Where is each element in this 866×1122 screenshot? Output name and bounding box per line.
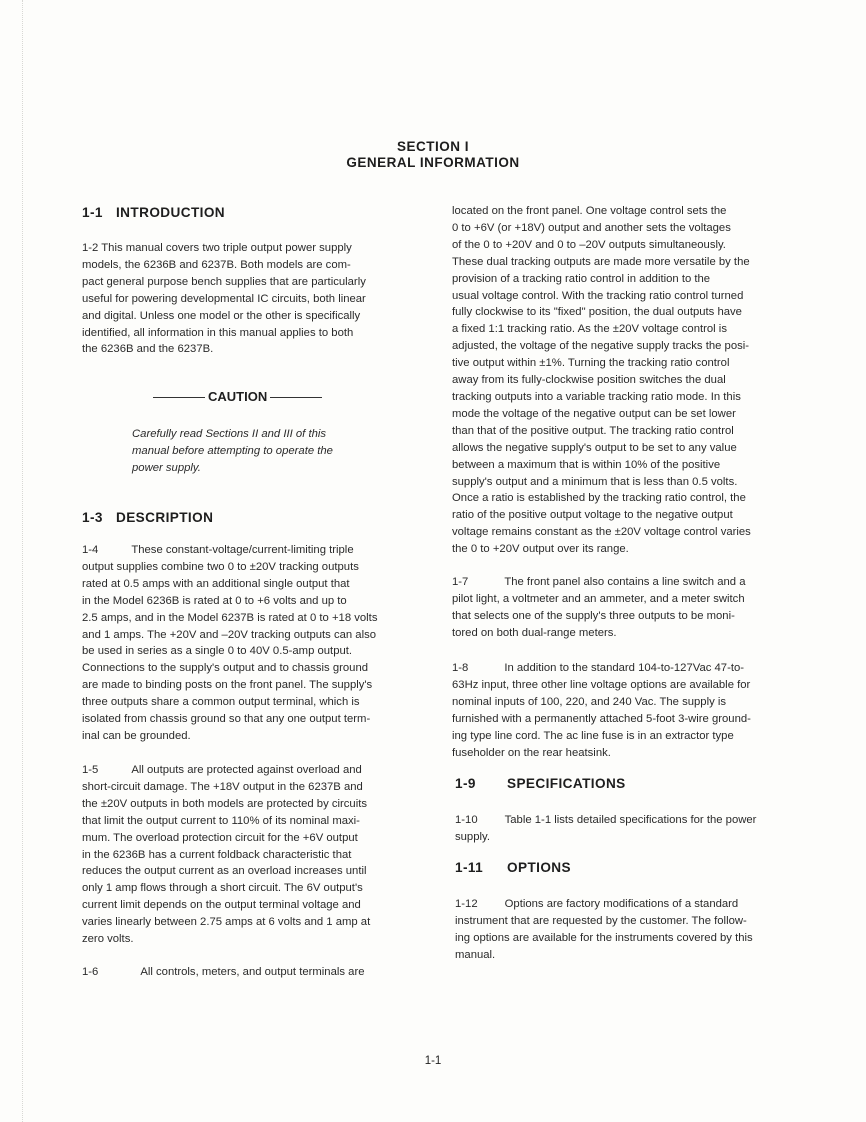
text-line: in the 6236B has a current foldback characteristic that xyxy=(82,848,352,861)
paragraph-1-2 xyxy=(82,240,366,358)
paragraph-number: 1-6 xyxy=(82,966,99,978)
text-line xyxy=(452,660,751,677)
heading-text: DESCRIPTION xyxy=(116,510,214,525)
heading-text: OPTIONS xyxy=(507,860,571,875)
text-line: instrument that are requested by the customer. The follow- xyxy=(455,914,747,927)
paragraph-number: 1-8 xyxy=(452,662,469,674)
text-span: Table 1-1 lists detailed specifications for the power xyxy=(504,814,757,826)
caution-text xyxy=(132,426,333,477)
heading-number: 1-1 xyxy=(82,205,103,220)
text-line: of the 0 to +20V and 0 to –20V outputs simultaneously. xyxy=(452,238,726,251)
text-line: inal can be grounded. xyxy=(82,729,191,742)
text-line: only 1 amp flows through a short circuit. The 6V output's xyxy=(82,882,363,895)
text-line: a fixed 1:1 tracking ratio. As the ±20V voltage control is xyxy=(452,323,727,336)
text-line: 2.5 amps, and in the Model 6237B is rated at 0 to +18 volts xyxy=(82,611,378,624)
text-line: ing type line cord. The ac line fuse is in an extractor type xyxy=(452,729,734,742)
text-line: three outputs share a common output terminal, which is xyxy=(82,696,360,709)
paragraph-number: 1-5 xyxy=(82,764,99,776)
text-line: zero volts. xyxy=(82,933,134,946)
text-line: short-circuit damage. The +18V output in the 6237B and xyxy=(82,780,363,793)
heading-introduction xyxy=(82,205,225,222)
text-line: the 0 to +20V output over its range. xyxy=(452,543,629,556)
caution-label: CAUTION xyxy=(208,389,268,404)
text-line: pilot light, a voltmeter and an ammeter, and a meter switch xyxy=(452,592,745,605)
text-line: 1-2 This manual covers two triple output power supply xyxy=(82,242,352,254)
caution-heading xyxy=(150,389,325,404)
text-span: In addition to the standard 104-to-127Vac 47-to- xyxy=(504,662,745,674)
paragraph-1-10 xyxy=(455,812,756,846)
text-span: All outputs are protected against overload and xyxy=(131,764,362,776)
text-line: away from its fully-clockwise position switches the dual xyxy=(452,374,726,387)
text-line: be used in series as a single 0 to 40V 0.5-amp output. xyxy=(82,645,353,658)
text-line: usual voltage control. With the tracking ratio control turned xyxy=(452,289,744,302)
text-line: useful for powering developmental IC circuits, both linear xyxy=(82,292,366,305)
text-line: rated at 0.5 amps with an additional single output that xyxy=(82,577,350,590)
text-line: Carefully read Sections II and III of this xyxy=(132,428,327,440)
text-line: located on the front panel. One voltage control sets the xyxy=(452,205,727,217)
text-line: tored on both dual-range meters. xyxy=(452,626,617,639)
paragraph-1-6 xyxy=(82,964,364,981)
text-line: supply's output and a minimum that is less than 0.5 volts. xyxy=(452,475,738,488)
text-line: furnished with a permanently attached 5-foot 3-wire ground- xyxy=(452,712,751,725)
heading-text: INTRODUCTION xyxy=(116,205,226,220)
text-line: reduces the output current as an overload increases until xyxy=(82,865,367,878)
caution-rule-right xyxy=(270,397,322,398)
text-line: supply. xyxy=(455,830,490,843)
text-line: mum. The overload protection circuit for the +6V output xyxy=(82,831,358,844)
text-line xyxy=(82,964,364,981)
text-span: The front panel also contains a line switch and a xyxy=(504,576,746,588)
text-line: models, the 6236B and 6237B. Both models are com- xyxy=(82,258,351,271)
heading-description xyxy=(82,510,213,527)
text-line: output supplies combine two 0 to ±20V tracking outputs xyxy=(82,560,359,573)
text-span: Options are factory modifications of a standard xyxy=(504,898,739,910)
text-line: power supply. xyxy=(132,462,201,474)
text-line: adjusted, the voltage of the negative supply tracks the posi- xyxy=(452,340,750,353)
heading-number: 1-9 xyxy=(455,776,476,791)
text-line xyxy=(455,812,756,829)
text-line: varies linearly between 2.75 amps at 6 volts and 1 amp at xyxy=(82,916,371,929)
text-line: isolated from chassis ground so that any one output term- xyxy=(82,713,371,726)
section-title: SECTION I xyxy=(396,139,469,154)
text-line: Connections to the supply's output and to chassis ground xyxy=(82,662,369,675)
text-line: mode the voltage of the negative output can be set lower xyxy=(452,407,736,420)
caution-rule-left xyxy=(153,397,205,398)
heading-options xyxy=(455,860,571,877)
paragraph-1-7 xyxy=(452,574,745,642)
text-line: fuseholder on the rear heatsink. xyxy=(452,746,611,759)
text-line: provision of a tracking ratio control in addition to the xyxy=(452,272,711,285)
section-subtitle: GENERAL INFORMATION xyxy=(346,155,520,170)
text-line: ratio of the positive output voltage to the negative output xyxy=(452,509,733,522)
paragraph-1-5 xyxy=(82,762,370,948)
text-line: pact general purpose bench supplies that are particularly xyxy=(82,275,366,288)
text-line: in the Model 6236B is rated at 0 to +6 volts and up to xyxy=(82,594,347,607)
text-line: and 1 amps. The +20V and –20V tracking outputs can also xyxy=(82,628,377,641)
text-line: that selects one of the supply's three outputs to be moni- xyxy=(452,609,735,622)
page-number: 1-1 xyxy=(424,1055,442,1067)
paragraph-number: 1-4 xyxy=(82,544,99,556)
heading-text: SPECIFICATIONS xyxy=(507,776,626,791)
text-line xyxy=(452,574,745,591)
text-line: the 6236B and the 6237B. xyxy=(82,343,214,356)
paragraph-number: 1-7 xyxy=(452,576,469,588)
text-line: These dual tracking outputs are made more versatile by the xyxy=(452,255,750,268)
text-line: are made to binding posts on the front panel. The supply's xyxy=(82,679,373,692)
text-span: All controls, meters, and output terminals are xyxy=(140,966,365,978)
text-line: and digital. Unless one model or the other is specifically xyxy=(82,309,361,322)
paragraph-number: 1-10 xyxy=(455,814,478,826)
text-line: tive output within ±1%. Turning the tracking ratio control xyxy=(452,357,730,370)
text-line: than that of the positive output. The tracking ratio control xyxy=(452,424,734,437)
text-line xyxy=(82,762,370,779)
text-line: 0 to +6V (or +18V) output and another sets the voltages xyxy=(452,221,731,234)
paragraph-1-8 xyxy=(452,660,751,761)
text-line xyxy=(455,896,753,913)
text-line: allows the negative supply's output to be set to any value xyxy=(452,441,737,454)
paragraph-number: 1-12 xyxy=(455,898,478,910)
paragraph-1-4 xyxy=(82,542,377,745)
heading-number: 1-3 xyxy=(82,510,103,525)
paragraph-1-6-continued xyxy=(452,203,751,558)
text-line: fully clockwise to its "fixed" position, the dual outputs have xyxy=(452,306,742,319)
paragraph-1-12 xyxy=(455,896,753,964)
heading-specifications xyxy=(455,776,626,793)
text-line: ing options are available for the instruments covered by this xyxy=(455,931,753,944)
text-line: tracking outputs into a variable tracking ratio mode. In this xyxy=(452,390,741,403)
text-line: voltage remains constant as the ±20V voltage control varies xyxy=(452,526,751,539)
text-line: manual before attempting to operate the xyxy=(132,445,333,457)
text-line: manual. xyxy=(455,948,496,961)
text-line: between a maximum that is within 10% of the positive xyxy=(452,458,721,471)
text-line: identified, all information in this manual applies to both xyxy=(82,326,354,339)
text-line: Once a ratio is established by the tracking ratio control, the xyxy=(452,492,746,505)
text-line: 63Hz input, three other line voltage options are available for xyxy=(452,678,751,691)
text-line: the ±20V outputs in both models are protected by circuits xyxy=(82,797,368,810)
text-line xyxy=(82,542,377,559)
text-line: current limit depends on the output terminal voltage and xyxy=(82,899,361,912)
heading-number: 1-11 xyxy=(455,860,484,875)
text-line: that limit the output current to 110% of its nominal maxi- xyxy=(82,814,360,827)
text-line: nominal inputs of 100, 220, and 240 Vac. The supply is xyxy=(452,695,727,708)
text-span: These constant-voltage/current-limiting triple xyxy=(131,544,354,556)
